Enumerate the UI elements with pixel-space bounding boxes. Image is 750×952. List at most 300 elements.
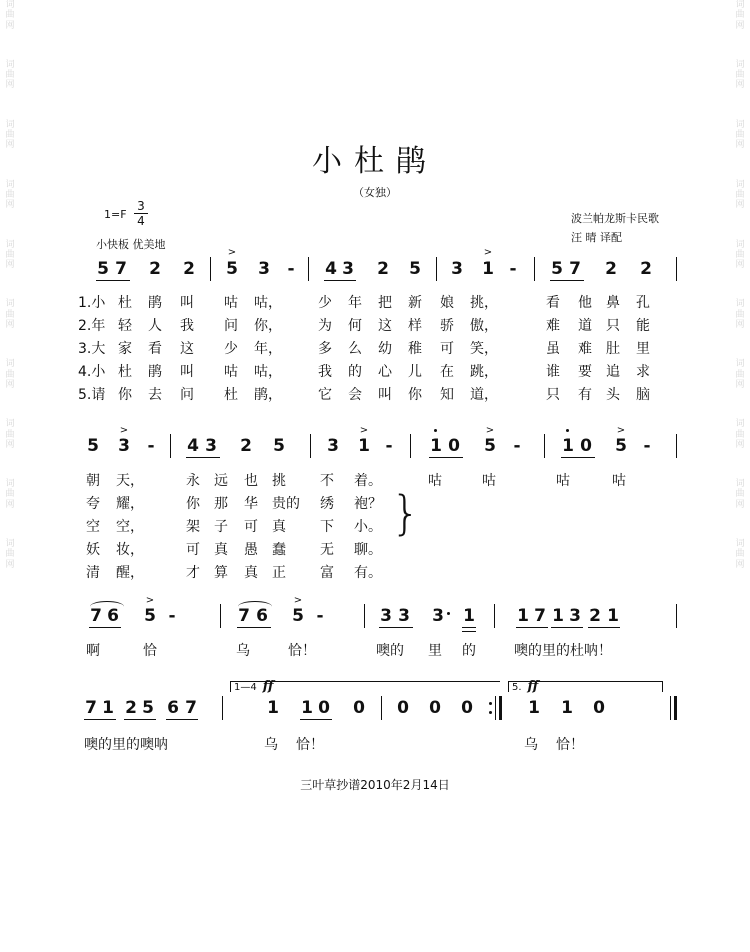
note: 2 [640,259,652,279]
dynamic-ff: ff [527,679,539,694]
watermark-char: 词 [735,59,745,70]
lyric: 它 [318,387,332,403]
song-subtitle: （女独） [353,186,397,199]
watermark-char: 词 [735,299,745,310]
lyric: 夸 [86,496,100,512]
high-octave-dot [434,429,437,432]
lyric: 在 [440,364,454,380]
lyric: 噢的里的噢呐 [84,737,168,753]
note: 2 [183,259,195,279]
note: 1 [482,259,494,279]
lyric: 贵的 [272,496,300,512]
watermark-char: 曲 [5,489,15,500]
beam [96,280,130,281]
watermark-char: 网 [5,260,15,271]
meter-bottom: 4 [137,214,145,228]
lyric: 不 [320,473,334,489]
note: 1 [561,698,573,718]
lyric: 富 [320,565,334,581]
lyric: 这 [378,318,392,334]
meter-top: 3 [137,199,145,213]
lyric: 叫 [180,364,194,380]
accent-mark: > [119,425,129,436]
note: 3 [258,259,270,279]
note: 1 [607,606,619,626]
note: 5 [551,259,563,279]
beam [379,627,413,628]
dash: - [316,606,324,626]
dash: - [287,259,295,279]
lyric: 少 [318,295,332,311]
lyric: 去 [148,387,162,403]
lyric: 挑 [272,473,286,489]
dash: - [513,436,521,456]
volta-label-1: 1—4 [234,682,257,693]
watermark-char: 曲 [735,549,745,560]
note: 5 [87,436,99,456]
watermark-char: 网 [735,260,745,271]
barline [210,257,211,281]
lyric: 朝 [86,473,100,489]
volta-label-2: 5. [512,682,522,693]
lyric: 子 [214,519,228,535]
watermark-char: 词 [735,359,745,370]
watermark-char: 网 [5,200,15,211]
watermark-gap [3,510,17,539]
lyric: 傲， [470,318,498,334]
note: 7 [185,698,197,718]
lyric: 你， [254,318,282,334]
note: 7 [85,698,97,718]
watermark-char: 网 [735,379,745,390]
lyric: 有。 [354,565,382,581]
note: 4 [325,259,337,279]
lyric: 恰！ [296,737,324,753]
lyric: 鹃 [148,364,162,380]
lyric: 新 [408,295,422,311]
lyric: 永 [186,473,200,489]
lyric: 稚 [408,341,422,357]
lyric: 杜 [118,295,132,311]
lyric: 醒， [116,565,144,581]
lyric: 蠢 [272,542,286,558]
lyric: 远 [214,473,228,489]
watermark-char: 曲 [5,369,15,380]
dash: - [385,436,393,456]
note: 3 [569,606,581,626]
lyric: 求 [636,364,650,380]
lyric: 乌 [236,643,250,659]
watermark-right [733,0,747,599]
lyric: 虽 [546,341,560,357]
watermark-char: 词 [5,119,15,130]
lyric: 里 [428,643,442,659]
watermark-gap [733,510,747,539]
lyric: 笑， [470,341,498,357]
barline [436,257,437,281]
watermark-char: 网 [5,499,15,510]
note: 0 [397,698,409,718]
note: 1 [301,698,313,718]
lyric: 肚 [606,341,620,357]
lyric: 真 [244,565,258,581]
lyric: 何 [348,318,362,334]
lyric: 乌 [524,737,538,753]
lyric: 少 [224,341,238,357]
barline [308,257,309,281]
beam [462,627,476,628]
beam [324,280,356,281]
watermark-char: 词 [5,239,15,250]
note: 5 [484,436,496,456]
watermark-gap [3,270,17,299]
note: 5 [97,259,109,279]
barline [494,604,495,628]
barline [544,434,545,458]
lyric: 多 [318,341,332,357]
lyric: 恰！ [288,643,316,659]
watermark-char: 曲 [735,249,745,260]
lyric: 看 [148,341,162,357]
note: 3 [432,606,444,626]
brace-symbol: } [391,486,421,540]
watermark-char: 词 [5,299,15,310]
lyric: 恰！ [556,737,584,753]
watermark-char: 曲 [735,429,745,440]
note: 5 [144,606,156,626]
lyric: 追 [606,364,620,380]
lyric: 噢的里的杜呐！ [514,643,612,659]
note: 0 [318,698,330,718]
composer-credit: 波兰帕龙斯卡民歌 [571,212,659,225]
lyric: 看 [546,295,560,311]
watermark-char: 网 [735,320,745,331]
lyric: 他 [578,295,592,311]
lyric: 难 [578,341,592,357]
lyric: 年， [254,341,282,357]
barline [676,257,677,281]
barline [364,604,365,628]
note: 1 [562,436,574,456]
lyric: 咕， [254,295,282,311]
watermark-char: 词 [735,239,745,250]
note: 3 [118,436,130,456]
barline [170,434,171,458]
lyric: 可 [440,341,454,357]
accent-mark: > [293,595,303,606]
high-octave-dot [566,429,569,432]
lyric: 问 [180,387,194,403]
watermark-char: 词 [5,179,15,190]
lyric: 恰 [143,643,157,659]
lyric: 空 [86,519,100,535]
note: 1 [528,698,540,718]
lyric: 咕 [428,473,442,489]
watermark-char: 曲 [5,549,15,560]
lyric: 谁 [546,364,560,380]
note: 5 [273,436,285,456]
lyric: 绣 [320,496,334,512]
lyric: 真 [214,542,228,558]
watermark-gap [3,31,17,60]
lyric: 道 [578,318,592,334]
lyric: 会 [348,387,362,403]
lyric: 聊。 [354,542,382,558]
note: 6 [256,606,268,626]
watermark-char: 网 [5,379,15,390]
watermark-char: 网 [735,200,745,211]
note: 0 [353,698,365,718]
lyric: 噢的 [376,643,404,659]
note: 3 [398,606,410,626]
watermark-char: 网 [5,140,15,151]
note: 2 [589,606,601,626]
lyric: 清 [86,565,100,581]
note: 0 [429,698,441,718]
note: 5 [409,259,421,279]
note: 2 [377,259,389,279]
lyric: 杜 [224,387,238,403]
watermark-char: 词 [735,419,745,430]
first-ending-bracket [230,681,500,692]
lyric: 娘 [440,295,454,311]
note: 1 [552,606,564,626]
transcriber-footer: 三叶草抄谱2010年2月14日 [300,778,450,792]
beam [462,631,476,632]
accent-mark: > [145,595,155,606]
watermark-char: 词 [735,0,745,10]
beam [89,627,121,628]
key-signature: 1=F [104,208,127,221]
lyric: 妖 [86,542,100,558]
note: 0 [593,698,605,718]
lyric: 愚 [244,542,258,558]
lyric: 下 [320,519,334,535]
lyric: 叫 [180,295,194,311]
watermark-char: 曲 [5,189,15,200]
watermark-char: 词 [5,359,15,370]
lyric: 可 [244,519,258,535]
watermark-gap [733,570,747,599]
lyric: 这 [180,341,194,357]
watermark-char: 词 [5,539,15,550]
time-signature [134,199,148,228]
watermark-char: 曲 [735,189,745,200]
lyric: 架 [186,519,200,535]
watermark-char: 曲 [735,489,745,500]
note: 1 [517,606,529,626]
lyric: 3.大 [78,341,106,357]
lyric: 挑， [470,295,498,311]
lyric: 鹃， [254,387,282,403]
watermark-left [3,0,17,599]
lyric: 孔 [636,295,650,311]
barline [410,434,411,458]
watermark-char: 曲 [5,70,15,81]
dash: - [643,436,651,456]
lyric: 人 [148,318,162,334]
lyric: 的 [462,643,476,659]
translator-credit: 汪 晴 译配 [571,231,622,244]
lyric: 算 [214,565,228,581]
watermark-gap [3,211,17,240]
lyric: 袍？ [354,496,382,512]
lyric: 轻 [118,318,132,334]
lyric: 为 [318,318,332,334]
note: 2 [125,698,137,718]
barline [220,604,221,628]
barline [310,434,311,458]
note: 0 [448,436,460,456]
repeat-barline-thin [495,696,496,720]
beam [237,627,271,628]
lyric: 鹃 [148,295,162,311]
lyric: 只 [546,387,560,403]
lyric: 你 [186,496,200,512]
lyric: 骄 [440,318,454,334]
lyric: 小。 [354,519,382,535]
note: 3 [205,436,217,456]
watermark-char: 网 [735,80,745,91]
watermark-char: 曲 [5,429,15,440]
lyric: 跳， [470,364,498,380]
note: 2 [240,436,252,456]
beam [516,627,548,628]
repeat-barline-thick [499,696,502,720]
barline [222,696,223,720]
final-barline-thick [674,696,677,720]
lyric: 天， [116,473,144,489]
note: 5 [292,606,304,626]
lyric: 知 [440,387,454,403]
lyric: 2.年 [78,318,106,334]
watermark-gap [733,330,747,359]
lyric: 问 [224,318,238,334]
lyric: 有 [578,387,592,403]
lyric: 的 [348,364,362,380]
lyric: 咕 [224,295,238,311]
lyric: 难 [546,318,560,334]
tempo-marking: 小快板 优美地 [96,238,166,251]
lyric: 那 [214,496,228,512]
watermark-gap [733,270,747,299]
note: 7 [534,606,546,626]
watermark-gap [733,91,747,120]
watermark-char: 网 [735,20,745,31]
repeat-dot [489,702,492,705]
watermark-char: 词 [5,59,15,70]
note: 2 [149,259,161,279]
accent-mark: > [483,247,493,258]
note: 4 [187,436,199,456]
lyric: 你 [408,387,422,403]
accent-mark: > [359,425,369,436]
beam [166,719,198,720]
note: 1 [267,698,279,718]
lyric: 咕 [556,473,570,489]
accent-mark: > [485,425,495,436]
lyric: 道， [470,387,498,403]
lyric: 1.小 [78,295,106,311]
note: 1 [102,698,114,718]
watermark-gap [3,390,17,419]
watermark-char: 网 [5,439,15,450]
lyric: 幼 [378,341,392,357]
lyric: 我 [318,364,332,380]
watermark-char: 词 [735,539,745,550]
watermark-char: 曲 [735,309,745,320]
watermark-char: 曲 [735,369,745,380]
note: 2 [605,259,617,279]
lyric: 把 [378,295,392,311]
note: 3 [327,436,339,456]
watermark-char: 词 [5,0,15,10]
lyric: 妆， [116,542,144,558]
lyric: 无 [320,542,334,558]
note: 3 [380,606,392,626]
lyric: 能 [636,318,650,334]
beam [84,719,116,720]
watermark-gap [3,91,17,120]
dynamic-ff: ff [262,679,274,694]
lyric: 家 [118,341,132,357]
beam [300,719,332,720]
note: 5 [226,259,238,279]
watermark-char: 词 [5,479,15,490]
barline [676,604,677,628]
lyric: 华 [244,496,258,512]
dotted-note-dot [447,612,450,615]
lyric: 你 [118,387,132,403]
beam [124,719,156,720]
lyric: 鼻 [606,295,620,311]
watermark-char: 曲 [5,249,15,260]
watermark-gap [733,390,747,419]
watermark-char: 曲 [735,130,745,141]
watermark-char: 网 [5,559,15,570]
repeat-dot [489,711,492,714]
lyric: 可 [186,542,200,558]
watermark-char: 曲 [5,10,15,21]
watermark-char: 网 [5,80,15,91]
note: 0 [461,698,473,718]
note: 5 [142,698,154,718]
watermark-gap [733,211,747,240]
watermark-gap [733,450,747,479]
note: 1 [430,436,442,456]
lyric: 杜 [118,364,132,380]
barline [381,696,382,720]
lyric: 4.小 [78,364,106,380]
note: 3 [342,259,354,279]
beam [588,627,620,628]
note: 3 [451,259,463,279]
lyric: 里 [636,341,650,357]
lyric: 着。 [354,473,382,489]
note: 6 [107,606,119,626]
note: 5 [615,436,627,456]
lyric: 心 [378,364,392,380]
watermark-char: 网 [5,320,15,331]
accent-mark: > [616,425,626,436]
watermark-gap [3,330,17,359]
beam [429,457,463,458]
lyric: 才 [186,565,200,581]
dash: - [147,436,155,456]
lyric: 我 [180,318,194,334]
note: 7 [569,259,581,279]
watermark-char: 网 [735,439,745,450]
